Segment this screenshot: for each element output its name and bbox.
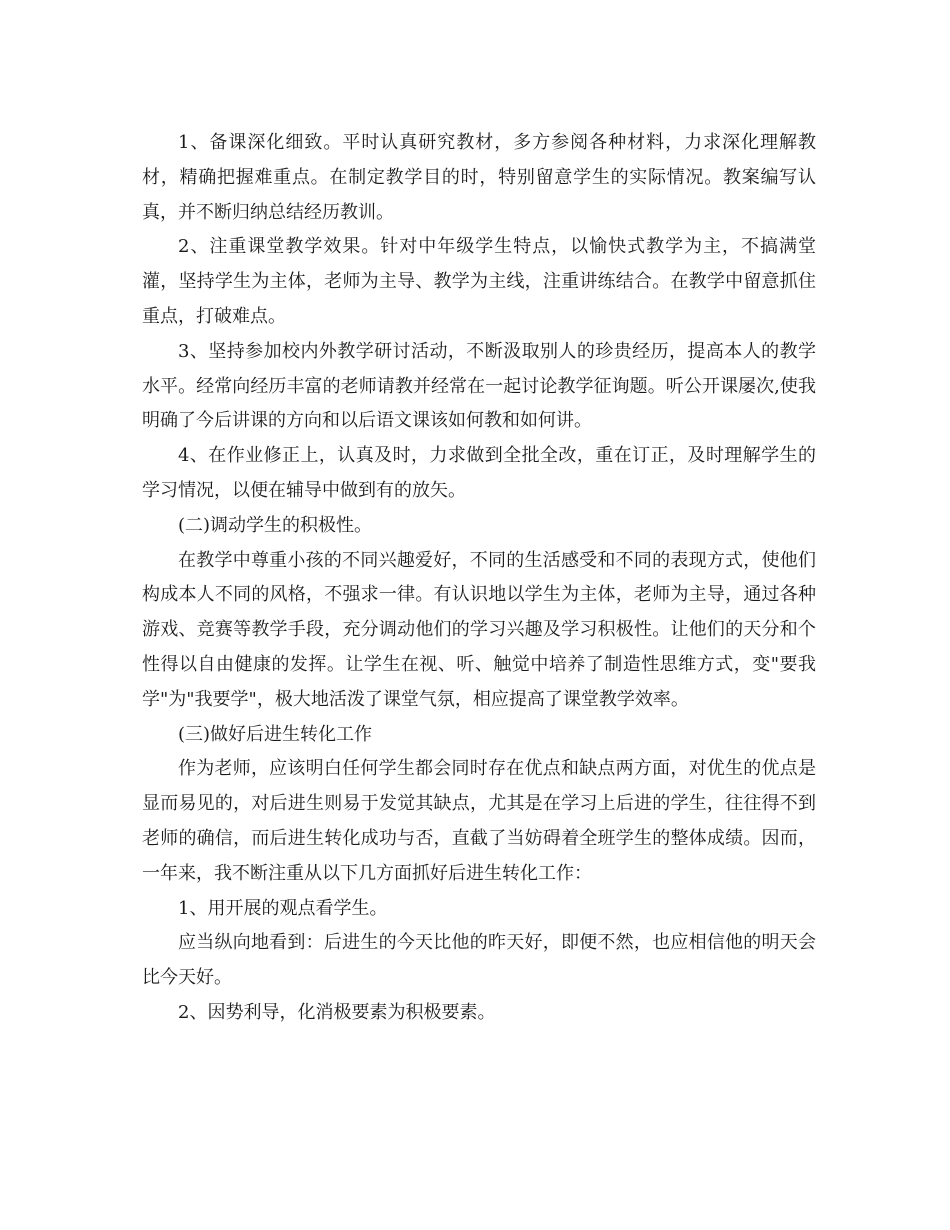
paragraph-seminar-activities: 3、坚持参加校内外教学研讨活动，不断汲取别人的珍贵经历，提高本人的教学水平。经常向经历丰富的老师请教并经常在一起讨论教学征询题。听公开课屡次,使我明确了今后讲课的方向和以后语文课该如何教和如何讲。 <box>142 340 816 432</box>
subheading-development-view: 1、用开展的观点看学生。 <box>178 897 388 919</box>
paragraph-development-view: 应当纵向地看到：后进生的今天比他的昨天好，即便不然，也应相信他的明天会比今天好。 <box>142 932 816 989</box>
paragraph-homework-correction: 4、在作业修正上，认真及时，力求做到全批全改，重在订正，及时理解学生的学习情况，以便在辅导中做到有的放矢。 <box>142 445 816 501</box>
document-body <box>142 126 816 1031</box>
paragraph-underachievers: 作为老师，应该明白任何学生都会同时存在优点和缺点两方面，对优生的优点是显而易见的，对后进生则易于发觉其缺点，尤其是在学习上后进的学生，往往得不到老师的确信，而后进生转化成功与否，直截了当妨碍着全班学生的整体成绩。因而，一年来，我不断注重从以下几方面抓好后进生转化工作： <box>142 758 816 884</box>
section-heading-motivation: (二)调动学生的积极性。 <box>178 514 373 536</box>
section-heading-underachievers: (三)做好后进生转化工作 <box>178 723 373 745</box>
paragraph-motivation: 在教学中尊重小孩的不同兴趣爱好，不同的生活感受和不同的表现方式，使他们构成本人不同的风格，不强求一律。有认识地以学生为主体，老师为主导，通过各种游戏、竞赛等教学手段，充分调动他们的学习兴趣及学习积极性。让他们的天分和个性得以自由健康的发挥。让学生在视、听、触觉中培养了制造性思维方式，变"要我学"为"我要学"，极大地活泼了课堂气氛，相应提高了课堂教学效率。 <box>142 549 816 710</box>
subheading-guidance: 2、因势利导，化消极要素为积极要素。 <box>178 1001 496 1023</box>
paragraph-classroom-effect: 2、注重课堂教学效果。针对中年级学生特点，以愉快式教学为主，不搞满堂灌，坚持学生为主体，老师为主导、教学为主线，注重讲练结合。在教学中留意抓住重点，打破难点。 <box>142 236 816 327</box>
paragraph-lesson-prep: 1、备课深化细致。平时认真研究教材，多方参阅各种材料，力求深化理解教材，精确把握难重点。在制定教学目的时，特别留意学生的实际情况。教案编写认真，并不断归纳总结经历教训。 <box>142 132 816 223</box>
